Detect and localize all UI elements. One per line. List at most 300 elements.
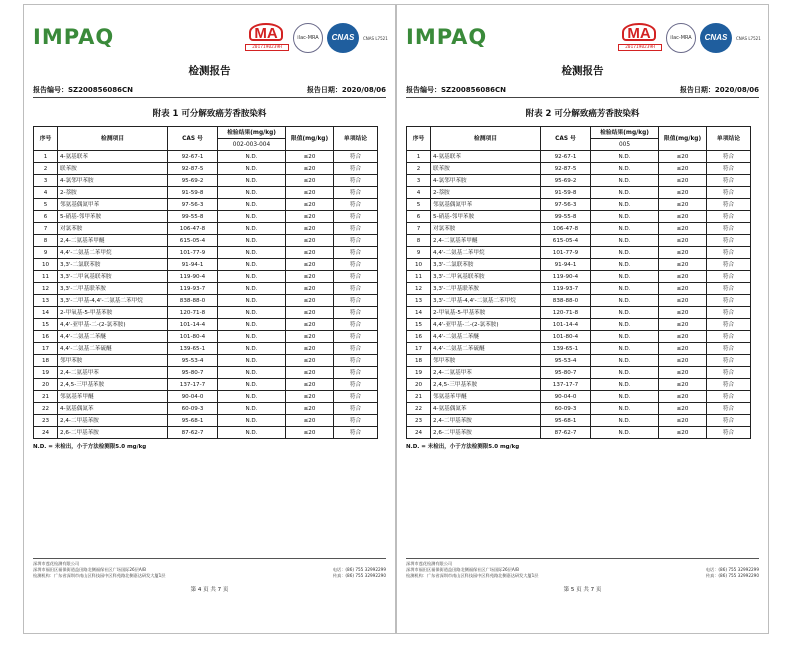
row-item: 5-硝基-邻甲苯胺 [58, 211, 168, 223]
results-table [33, 126, 378, 439]
row-verdict: 符合 [334, 355, 378, 367]
row-number: 6 [407, 211, 431, 223]
row-verdict: 符合 [334, 151, 378, 163]
row-limit: ≤20 [286, 355, 334, 367]
row-item: 3,3'-二氯联苯胺 [431, 259, 541, 271]
table-row [407, 187, 751, 199]
row-item: 4,4'-亚甲基-二-(2-氯苯胺) [58, 319, 168, 331]
row-verdict: 符合 [334, 199, 378, 211]
row-cas: 97-56-3 [541, 199, 591, 211]
row-verdict: 符合 [707, 175, 751, 187]
cnas-icon: CNAS [327, 23, 359, 53]
row-number: 10 [407, 259, 431, 271]
row-result: N.D. [591, 379, 659, 391]
row-item: 3,3'-二甲氧基联苯胺 [58, 271, 168, 283]
table-row [407, 403, 751, 415]
row-number: 4 [34, 187, 58, 199]
row-cas: 97-56-3 [168, 199, 218, 211]
row-item: 5-硝基-邻甲苯胺 [431, 211, 541, 223]
cma-mark-icon: MA 2017190239H [245, 23, 289, 53]
row-limit: ≤20 [659, 163, 707, 175]
row-cas: 90-04-0 [541, 391, 591, 403]
row-limit: ≤20 [286, 391, 334, 403]
table-row [34, 247, 378, 259]
row-result: N.D. [591, 235, 659, 247]
row-cas: 106-47-8 [168, 223, 218, 235]
row-number: 1 [34, 151, 58, 163]
row-cas: 95-80-7 [168, 367, 218, 379]
row-item: 邻氨基苯甲醚 [58, 391, 168, 403]
cnas-icon: CNAS [700, 23, 732, 53]
table-row [407, 211, 751, 223]
row-item: 2,4-二氨基甲苯 [431, 367, 541, 379]
row-cas: 101-14-4 [541, 319, 591, 331]
row-number: 19 [407, 367, 431, 379]
row-item: 4-氨基联苯 [58, 151, 168, 163]
row-limit: ≤20 [286, 319, 334, 331]
row-verdict: 符合 [334, 343, 378, 355]
row-result: N.D. [218, 391, 286, 403]
row-number: 12 [407, 283, 431, 295]
certification-marks [245, 23, 389, 53]
row-item: 3,3'-二甲基联苯胺 [58, 283, 168, 295]
row-verdict: 符合 [707, 271, 751, 283]
row-item: 2-甲氧基-5-甲基苯胺 [58, 307, 168, 319]
row-verdict: 符合 [334, 391, 378, 403]
row-number: 24 [407, 427, 431, 439]
row-verdict: 符合 [707, 355, 751, 367]
row-limit: ≤20 [286, 247, 334, 259]
report-page-right [396, 4, 769, 634]
row-result: N.D. [218, 223, 286, 235]
row-limit: ≤20 [659, 151, 707, 163]
row-verdict: 符合 [707, 391, 751, 403]
row-cas: 99-55-8 [168, 211, 218, 223]
row-cas: 615-05-4 [541, 235, 591, 247]
report-title: 检测报告 [561, 65, 604, 77]
row-cas: 95-68-1 [541, 415, 591, 427]
row-cas: 101-80-4 [541, 331, 591, 343]
row-result: N.D. [591, 259, 659, 271]
table-row [407, 151, 751, 163]
row-result: N.D. [218, 343, 286, 355]
row-cas: 120-71-8 [541, 307, 591, 319]
row-limit: ≤20 [286, 235, 334, 247]
row-number: 18 [34, 355, 58, 367]
row-limit: ≤20 [286, 211, 334, 223]
row-item: 4-氨基联苯 [431, 151, 541, 163]
table-row [34, 367, 378, 379]
row-cas: 101-14-4 [168, 319, 218, 331]
row-number: 9 [34, 247, 58, 259]
table-row [407, 175, 751, 187]
row-result: N.D. [218, 271, 286, 283]
row-item: 邻氨基偶氮甲苯 [58, 199, 168, 211]
row-cas: 106-47-8 [541, 223, 591, 235]
row-verdict: 符合 [707, 331, 751, 343]
row-verdict: 符合 [707, 415, 751, 427]
row-number: 9 [407, 247, 431, 259]
row-verdict: 符合 [334, 283, 378, 295]
row-cas: 87-62-7 [168, 427, 218, 439]
table-row [34, 235, 378, 247]
row-number: 16 [34, 331, 58, 343]
table-row [34, 223, 378, 235]
row-item: 3,3'-二甲基-4,4'-二氨基二苯甲烷 [431, 295, 541, 307]
row-verdict: 符合 [334, 319, 378, 331]
row-limit: ≤20 [659, 247, 707, 259]
row-item: 3,3'-二甲基-4,4'-二氨基二苯甲烷 [58, 295, 168, 307]
sample-id: 002-003-004 [218, 139, 286, 151]
row-result: N.D. [591, 331, 659, 343]
row-verdict: 符合 [707, 319, 751, 331]
row-verdict: 符合 [707, 427, 751, 439]
row-number: 11 [407, 271, 431, 283]
table-row [407, 379, 751, 391]
row-item: 对氯苯胺 [431, 223, 541, 235]
footnote: N.D. = 未检出，小于方法检测限5.0 mg/kg [406, 444, 520, 450]
table-row [34, 331, 378, 343]
row-cas: 137-17-7 [541, 379, 591, 391]
cma-mark-icon: MA 2017190239H [618, 23, 662, 53]
table-row [34, 271, 378, 283]
sample-id: 005 [591, 139, 659, 151]
row-result: N.D. [218, 187, 286, 199]
row-result: N.D. [591, 367, 659, 379]
row-item: 联苯胺 [431, 163, 541, 175]
row-cas: 139-65-1 [541, 343, 591, 355]
row-result: N.D. [591, 211, 659, 223]
table-row [34, 187, 378, 199]
col-header-no: 序号 [34, 127, 58, 151]
table-row [34, 427, 378, 439]
row-result: N.D. [591, 223, 659, 235]
row-result: N.D. [218, 415, 286, 427]
row-limit: ≤20 [286, 175, 334, 187]
ilac-mra-icon: ilac-MRA [666, 23, 696, 53]
row-cas: 95-68-1 [168, 415, 218, 427]
row-cas: 95-80-7 [541, 367, 591, 379]
row-number: 3 [407, 175, 431, 187]
row-number: 5 [407, 199, 431, 211]
row-verdict: 符合 [334, 271, 378, 283]
row-cas: 101-77-9 [168, 247, 218, 259]
row-limit: ≤20 [286, 271, 334, 283]
row-limit: ≤20 [286, 427, 334, 439]
row-verdict: 符合 [707, 235, 751, 247]
row-cas: 99-55-8 [541, 211, 591, 223]
table-row [407, 283, 751, 295]
row-limit: ≤20 [286, 415, 334, 427]
table-row [407, 223, 751, 235]
row-limit: ≤20 [659, 343, 707, 355]
table-title: 附表 2 可分解致癌芳香胺染料 [525, 109, 640, 119]
row-item: 4,4'-二氨基二苯甲烷 [58, 247, 168, 259]
row-verdict: 符合 [334, 211, 378, 223]
row-number: 4 [407, 187, 431, 199]
row-limit: ≤20 [286, 295, 334, 307]
row-verdict: 符合 [334, 403, 378, 415]
row-verdict: 符合 [707, 211, 751, 223]
col-header-result: 检验结果(mg/kg) [591, 127, 659, 139]
row-verdict: 符合 [707, 343, 751, 355]
footnote: N.D. = 未检出，小于方法检测限5.0 mg/kg [33, 444, 147, 450]
row-number: 10 [34, 259, 58, 271]
table-row [407, 259, 751, 271]
row-limit: ≤20 [659, 415, 707, 427]
row-item: 2-萘胺 [58, 187, 168, 199]
row-number: 1 [407, 151, 431, 163]
divider [33, 97, 386, 98]
row-item: 2-萘胺 [431, 187, 541, 199]
row-verdict: 符合 [334, 235, 378, 247]
row-limit: ≤20 [659, 199, 707, 211]
col-header-verdict: 单项结论 [334, 127, 378, 151]
row-cas: 101-80-4 [168, 331, 218, 343]
row-number: 12 [34, 283, 58, 295]
row-result: N.D. [591, 295, 659, 307]
table-row [407, 355, 751, 367]
row-number: 2 [407, 163, 431, 175]
table-title: 附表 1 可分解致癌芳香胺染料 [152, 109, 267, 119]
row-verdict: 符合 [334, 415, 378, 427]
row-number: 6 [34, 211, 58, 223]
row-limit: ≤20 [286, 283, 334, 295]
row-cas: 95-69-2 [168, 175, 218, 187]
row-limit: ≤20 [286, 403, 334, 415]
row-cas: 91-59-8 [541, 187, 591, 199]
row-limit: ≤20 [659, 307, 707, 319]
row-result: N.D. [218, 211, 286, 223]
row-item: 3,3'-二甲基联苯胺 [431, 283, 541, 295]
table-row [34, 211, 378, 223]
row-item: 4,4'-二氨基二苯硫醚 [58, 343, 168, 355]
row-item: 4,4'-二氨基二苯硫醚 [431, 343, 541, 355]
table-row [34, 415, 378, 427]
row-item: 2,6-二甲基苯胺 [58, 427, 168, 439]
row-limit: ≤20 [286, 307, 334, 319]
row-cas: 119-90-4 [168, 271, 218, 283]
row-result: N.D. [218, 295, 286, 307]
table-row [34, 175, 378, 187]
row-item: 联苯胺 [58, 163, 168, 175]
report-number: 报告编号：SZ200856086CN [33, 86, 133, 94]
table-row [34, 283, 378, 295]
row-limit: ≤20 [659, 187, 707, 199]
row-item: 邻甲苯胺 [58, 355, 168, 367]
row-verdict: 符合 [707, 151, 751, 163]
table-row [407, 307, 751, 319]
row-limit: ≤20 [659, 211, 707, 223]
row-item: 2,4-二甲基苯胺 [58, 415, 168, 427]
row-verdict: 符合 [334, 379, 378, 391]
table-row [34, 151, 378, 163]
col-header-no: 序号 [407, 127, 431, 151]
row-cas: 101-77-9 [541, 247, 591, 259]
row-limit: ≤20 [659, 235, 707, 247]
table-row [407, 415, 751, 427]
row-limit: ≤20 [286, 379, 334, 391]
row-result: N.D. [591, 343, 659, 355]
row-result: N.D. [591, 355, 659, 367]
row-number: 7 [34, 223, 58, 235]
page-number: 第 5 页 共 7 页 [563, 587, 602, 593]
table-row [407, 235, 751, 247]
row-cas: 90-04-0 [168, 391, 218, 403]
row-result: N.D. [218, 151, 286, 163]
row-number: 11 [34, 271, 58, 283]
table-row [407, 271, 751, 283]
row-number: 7 [407, 223, 431, 235]
row-item: 2,4-二甲基苯胺 [431, 415, 541, 427]
table-row [34, 403, 378, 415]
row-verdict: 符合 [334, 163, 378, 175]
table-row [34, 295, 378, 307]
row-result: N.D. [218, 283, 286, 295]
row-item: 对氯苯胺 [58, 223, 168, 235]
row-number: 24 [34, 427, 58, 439]
row-cas: 119-93-7 [168, 283, 218, 295]
impaq-logo: IMPAQ [33, 25, 115, 49]
row-cas: 60-09-3 [168, 403, 218, 415]
row-number: 2 [34, 163, 58, 175]
row-number: 15 [407, 319, 431, 331]
impaq-logo: IMPAQ [406, 25, 488, 49]
row-cas: 91-94-1 [541, 259, 591, 271]
row-verdict: 符合 [334, 223, 378, 235]
table-row [407, 319, 751, 331]
row-limit: ≤20 [659, 391, 707, 403]
table-row [34, 307, 378, 319]
row-number: 21 [34, 391, 58, 403]
row-cas: 95-53-4 [168, 355, 218, 367]
row-verdict: 符合 [334, 295, 378, 307]
row-verdict: 符合 [707, 283, 751, 295]
row-item: 4,4'-二氨基二苯醚 [58, 331, 168, 343]
row-verdict: 符合 [707, 259, 751, 271]
row-limit: ≤20 [659, 355, 707, 367]
certification-marks [618, 23, 762, 53]
row-result: N.D. [218, 307, 286, 319]
row-limit: ≤20 [286, 199, 334, 211]
row-limit: ≤20 [286, 151, 334, 163]
row-item: 3,3'-二甲氧基联苯胺 [431, 271, 541, 283]
row-result: N.D. [218, 427, 286, 439]
row-number: 13 [407, 295, 431, 307]
row-limit: ≤20 [286, 331, 334, 343]
row-cas: 838-88-0 [541, 295, 591, 307]
cnas-caption: CNAS L7521 [363, 35, 388, 41]
row-number: 15 [34, 319, 58, 331]
row-verdict: 符合 [707, 367, 751, 379]
table-row [407, 343, 751, 355]
row-limit: ≤20 [286, 223, 334, 235]
report-date: 报告日期：2020/08/06 [306, 86, 386, 94]
row-limit: ≤20 [659, 271, 707, 283]
row-cas: 838-88-0 [168, 295, 218, 307]
row-limit: ≤20 [659, 223, 707, 235]
table-row [34, 199, 378, 211]
row-item: 2,4,5-三甲基苯胺 [58, 379, 168, 391]
row-number: 13 [34, 295, 58, 307]
report-meta [33, 85, 386, 95]
row-verdict: 符合 [334, 331, 378, 343]
row-result: N.D. [591, 391, 659, 403]
page-footer: 深圳市莲花检测有限公司 深圳市福田区福保街道益田路北侧福保社区广场国际26层A/B 电话：(86) 755 32992299 检测机构：广东省深圳市南山区科技园中区科苑路北侧嘉达研发大厦1层 传真：(86) 755 32992290 [33, 558, 386, 579]
row-result: N.D. [218, 163, 286, 175]
row-number: 17 [34, 343, 58, 355]
row-item: 邻甲苯胺 [431, 355, 541, 367]
row-verdict: 符合 [334, 367, 378, 379]
row-limit: ≤20 [659, 403, 707, 415]
row-verdict: 符合 [707, 187, 751, 199]
row-number: 16 [407, 331, 431, 343]
row-limit: ≤20 [286, 343, 334, 355]
row-result: N.D. [218, 319, 286, 331]
row-number: 8 [407, 235, 431, 247]
ilac-mra-icon: ilac-MRA [293, 23, 323, 53]
row-limit: ≤20 [659, 427, 707, 439]
row-result: N.D. [591, 151, 659, 163]
row-verdict: 符合 [707, 163, 751, 175]
row-number: 20 [34, 379, 58, 391]
row-item: 2,6-二甲基苯胺 [431, 427, 541, 439]
row-limit: ≤20 [659, 283, 707, 295]
row-verdict: 符合 [334, 187, 378, 199]
row-verdict: 符合 [707, 247, 751, 259]
row-number: 22 [34, 403, 58, 415]
row-cas: 95-53-4 [541, 355, 591, 367]
row-result: N.D. [591, 319, 659, 331]
row-result: N.D. [591, 163, 659, 175]
row-result: N.D. [218, 247, 286, 259]
row-result: N.D. [218, 331, 286, 343]
row-limit: ≤20 [286, 187, 334, 199]
row-verdict: 符合 [707, 295, 751, 307]
row-verdict: 符合 [707, 199, 751, 211]
row-number: 18 [407, 355, 431, 367]
row-result: N.D. [218, 379, 286, 391]
table-row [34, 355, 378, 367]
row-number: 5 [34, 199, 58, 211]
row-verdict: 符合 [334, 175, 378, 187]
row-result: N.D. [591, 271, 659, 283]
table-row [34, 391, 378, 403]
table-row [34, 319, 378, 331]
row-item: 3,3'-二氯联苯胺 [58, 259, 168, 271]
row-number: 23 [34, 415, 58, 427]
row-result: N.D. [218, 175, 286, 187]
row-cas: 137-17-7 [168, 379, 218, 391]
row-verdict: 符合 [334, 259, 378, 271]
row-cas: 119-93-7 [541, 283, 591, 295]
page-number: 第 4 页 共 7 页 [190, 587, 229, 593]
row-result: N.D. [591, 199, 659, 211]
row-result: N.D. [591, 307, 659, 319]
row-number: 14 [34, 307, 58, 319]
row-item: 4-氨基偶氮苯 [431, 403, 541, 415]
row-verdict: 符合 [707, 307, 751, 319]
row-number: 3 [34, 175, 58, 187]
col-header-verdict: 单项结论 [707, 127, 751, 151]
row-limit: ≤20 [659, 175, 707, 187]
table-row [34, 259, 378, 271]
report-meta [406, 85, 759, 95]
row-cas: 119-90-4 [541, 271, 591, 283]
row-result: N.D. [218, 367, 286, 379]
row-result: N.D. [218, 235, 286, 247]
row-limit: ≤20 [659, 367, 707, 379]
